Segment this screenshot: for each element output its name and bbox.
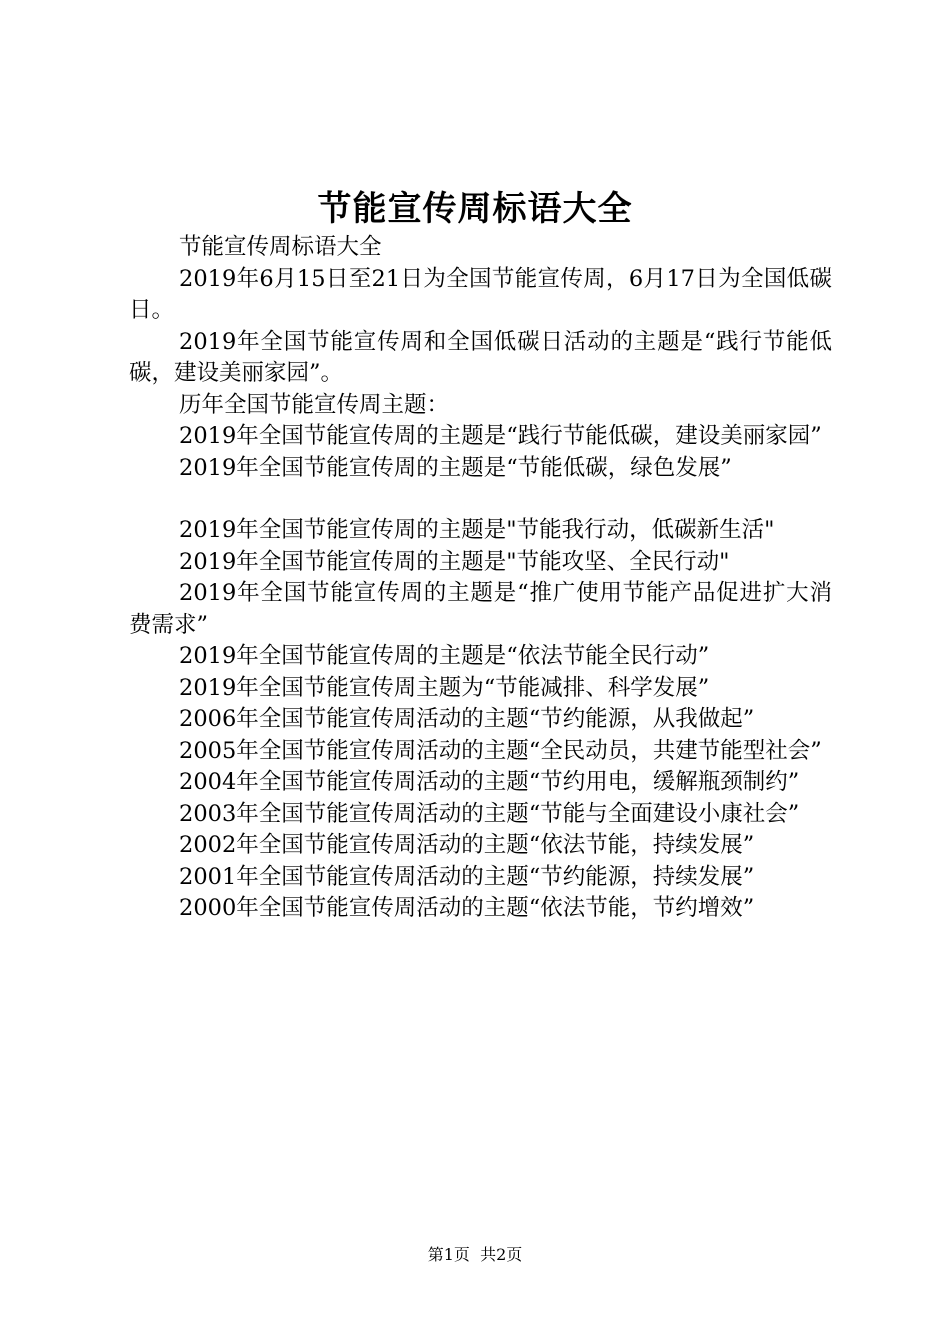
paragraph: 2019年全国节能宣传周的主题是“践行节能低碳，建设美丽家园” xyxy=(179,423,822,449)
paragraph: 2003年全国节能宣传周活动的主题“节能与全面建设小康社会” xyxy=(179,800,800,827)
paragraph: 2019年6月15日至21日为全国节能宣传周，6月17日为全国低碳日。 xyxy=(129,265,832,323)
page-footer xyxy=(0,1244,950,1266)
paragraph: 2019年全国节能宣传周的主题是“依法节能全民行动” xyxy=(179,643,710,669)
document-title: 节能宣传周标语大全 xyxy=(317,189,633,229)
document-body xyxy=(129,232,832,925)
paragraph: 历年全国节能宣传周主题： xyxy=(179,391,450,418)
paragraph: 2004年全国节能宣传周活动的主题“节约用电，缓解瓶颈制约” xyxy=(179,769,800,795)
paragraph: 2001年全国节能宣传周活动的主题“节约能源，持续发展” xyxy=(179,863,755,890)
paragraph: 2000年全国节能宣传周活动的主题“依法节能，节约增效” xyxy=(179,895,755,921)
footer-separator xyxy=(470,1245,480,1264)
paragraph: 2005年全国节能宣传周活动的主题“全民动员，共建节能型社会” xyxy=(179,737,822,764)
paragraph: 2019年全国节能宣传周的主题是"节能攻坚、全民行动" xyxy=(179,548,730,575)
page-number: 第1页 xyxy=(427,1245,470,1264)
paragraph: 2019年全国节能宣传周和全国低碳日活动的主题是“践行节能低碳，建设美丽家园”。 xyxy=(129,328,832,386)
paragraph: 2019年全国节能宣传周的主题是“推广使用节能产品促进扩大消费需求” xyxy=(129,580,832,638)
paragraph: 2019年全国节能宣传周的主题是“节能低碳，绿色发展” xyxy=(179,454,732,481)
paragraph: 2019年全国节能宣传周的主题是"节能我行动，低碳新生活" xyxy=(179,517,775,543)
paragraph: 2019年全国节能宣传周主题为“节能减排、科学发展” xyxy=(179,674,710,701)
page-total: 共2页 xyxy=(480,1245,523,1264)
paragraph: 2002年全国节能宣传周活动的主题“依法节能，持续发展” xyxy=(179,832,755,858)
paragraph: 2006年全国节能宣传周活动的主题“节约能源，从我做起” xyxy=(179,706,755,732)
paragraph: 节能宣传周标语大全 xyxy=(179,234,382,260)
